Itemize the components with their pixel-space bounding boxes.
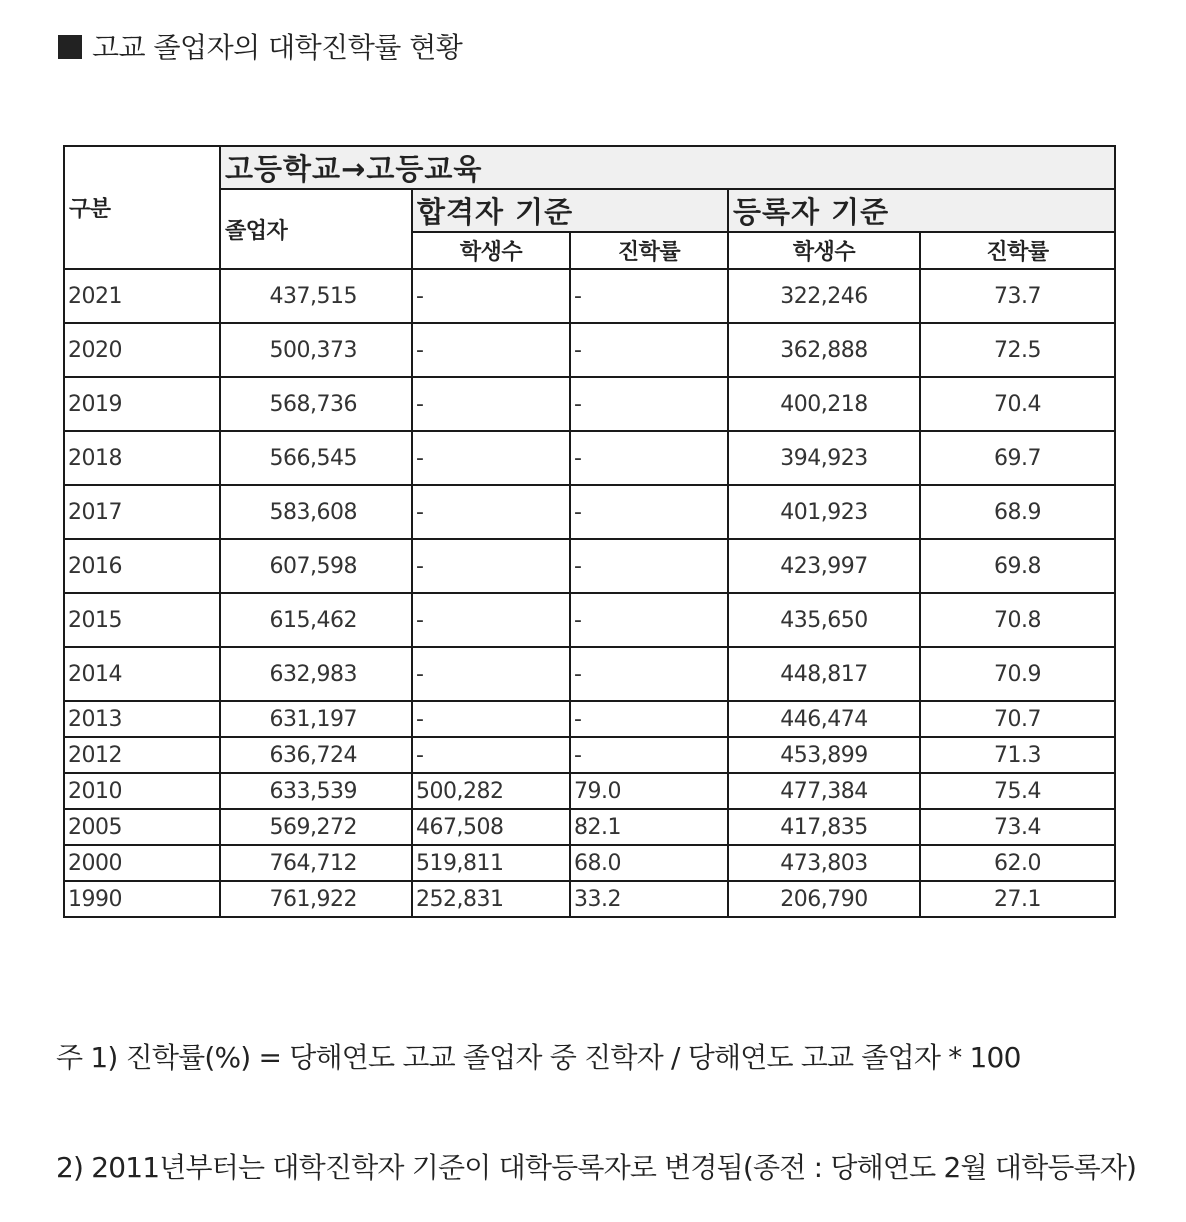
cell-admitted-rate: - <box>570 269 728 323</box>
cell-admitted-rate: - <box>570 377 728 431</box>
cell-graduates: 437,515 <box>220 269 412 323</box>
cell-graduates: 583,608 <box>220 485 412 539</box>
cell-graduates: 615,462 <box>220 593 412 647</box>
cell-registered-rate: 73.4 <box>920 809 1115 845</box>
cell-year: 2010 <box>64 773 220 809</box>
cell-graduates: 569,272 <box>220 809 412 845</box>
cell-graduates: 568,736 <box>220 377 412 431</box>
table-row <box>64 845 1115 881</box>
table-row <box>64 881 1115 917</box>
cell-graduates: 761,922 <box>220 881 412 917</box>
cell-year: 2012 <box>64 737 220 773</box>
cell-year: 2015 <box>64 593 220 647</box>
cell-registered-rate: 70.8 <box>920 593 1115 647</box>
cell-admitted-students: 467,508 <box>412 809 570 845</box>
cell-admitted-rate: 79.0 <box>570 773 728 809</box>
cell-registered-rate: 73.7 <box>920 269 1115 323</box>
cell-year: 2016 <box>64 539 220 593</box>
cell-graduates: 500,373 <box>220 323 412 377</box>
cell-year: 2020 <box>64 323 220 377</box>
cell-graduates: 632,983 <box>220 647 412 701</box>
cell-admitted-students: - <box>412 539 570 593</box>
cell-registered-students: 446,474 <box>728 701 920 737</box>
table-row <box>64 377 1115 431</box>
header-registered-rate: 진학률 <box>920 232 1115 269</box>
cell-year: 2000 <box>64 845 220 881</box>
cell-registered-students: 322,246 <box>728 269 920 323</box>
cell-admitted-rate: - <box>570 647 728 701</box>
cell-graduates: 636,724 <box>220 737 412 773</box>
cell-registered-students: 448,817 <box>728 647 920 701</box>
cell-graduates: 764,712 <box>220 845 412 881</box>
cell-admitted-rate: - <box>570 701 728 737</box>
cell-registered-students: 473,803 <box>728 845 920 881</box>
cell-admitted-students: - <box>412 701 570 737</box>
cell-year: 2017 <box>64 485 220 539</box>
header-top: 고등학교→고등교육 <box>220 146 1115 189</box>
cell-graduates: 633,539 <box>220 773 412 809</box>
table-row <box>64 647 1115 701</box>
table-row <box>64 809 1115 845</box>
cell-year: 2019 <box>64 377 220 431</box>
cell-year: 2014 <box>64 647 220 701</box>
cell-graduates: 566,545 <box>220 431 412 485</box>
cell-registered-rate: 72.5 <box>920 323 1115 377</box>
cell-admitted-rate: - <box>570 431 728 485</box>
cell-registered-rate: 68.9 <box>920 485 1115 539</box>
cell-registered-rate: 27.1 <box>920 881 1115 917</box>
page-title <box>58 28 462 68</box>
cell-year: 2018 <box>64 431 220 485</box>
cell-admitted-students: - <box>412 323 570 377</box>
cell-admitted-rate: 68.0 <box>570 845 728 881</box>
header-admitted-rate: 진학률 <box>570 232 728 269</box>
cell-registered-students: 206,790 <box>728 881 920 917</box>
square-bullet-icon <box>58 35 82 59</box>
table-row <box>64 539 1115 593</box>
cell-admitted-rate: - <box>570 323 728 377</box>
cell-admitted-students: 252,831 <box>412 881 570 917</box>
table-row <box>64 485 1115 539</box>
cell-admitted-students: - <box>412 737 570 773</box>
header-admitted-students: 학생수 <box>412 232 570 269</box>
cell-registered-rate: 62.0 <box>920 845 1115 881</box>
table-row <box>64 773 1115 809</box>
cell-admitted-students: - <box>412 593 570 647</box>
cell-admitted-rate: 82.1 <box>570 809 728 845</box>
table-row <box>64 269 1115 323</box>
table-row <box>64 737 1115 773</box>
cell-year: 2005 <box>64 809 220 845</box>
cell-registered-students: 417,835 <box>728 809 920 845</box>
header-graduates: 졸업자 <box>220 189 412 269</box>
cell-registered-students: 401,923 <box>728 485 920 539</box>
cell-registered-rate: 70.7 <box>920 701 1115 737</box>
cell-graduates: 631,197 <box>220 701 412 737</box>
cell-registered-students: 477,384 <box>728 773 920 809</box>
header-admitted-basis: 합격자 기준 <box>412 189 728 232</box>
header-category: 구분 <box>64 146 220 269</box>
cell-admitted-rate: - <box>570 485 728 539</box>
cell-registered-students: 400,218 <box>728 377 920 431</box>
cell-registered-students: 453,899 <box>728 737 920 773</box>
cell-registered-students: 394,923 <box>728 431 920 485</box>
cell-admitted-rate: 33.2 <box>570 881 728 917</box>
table-row <box>64 431 1115 485</box>
cell-registered-rate: 70.9 <box>920 647 1115 701</box>
cell-admitted-students: - <box>412 647 570 701</box>
cell-admitted-students: 500,282 <box>412 773 570 809</box>
cell-admitted-rate: - <box>570 737 728 773</box>
cell-admitted-students: - <box>412 485 570 539</box>
header-registered-students: 학생수 <box>728 232 920 269</box>
table-row <box>64 323 1115 377</box>
table-row <box>64 701 1115 737</box>
table-row <box>64 593 1115 647</box>
cell-admitted-rate: - <box>570 593 728 647</box>
footnote-1: 주 1) 진학률(%) = 당해연도 고교 졸업자 중 진학자 / 당해연도 고교 졸업자 * 100 <box>56 1041 1021 1074</box>
cell-year: 2013 <box>64 701 220 737</box>
cell-year: 1990 <box>64 881 220 917</box>
header-registered-basis: 등록자 기준 <box>728 189 1115 232</box>
cell-year: 2021 <box>64 269 220 323</box>
cell-registered-students: 362,888 <box>728 323 920 377</box>
footnote-2: 2) 2011년부터는 대학진학자 기준이 대학등록자로 변경됨(종전 : 당해연도 2월 대학등록자) <box>56 1151 1137 1184</box>
cell-admitted-students: - <box>412 269 570 323</box>
cell-registered-rate: 69.8 <box>920 539 1115 593</box>
cell-admitted-rate: - <box>570 539 728 593</box>
cell-admitted-students: - <box>412 431 570 485</box>
cell-admitted-students: - <box>412 377 570 431</box>
cell-registered-rate: 75.4 <box>920 773 1115 809</box>
cell-registered-rate: 71.3 <box>920 737 1115 773</box>
cell-registered-students: 435,650 <box>728 593 920 647</box>
cell-registered-students: 423,997 <box>728 539 920 593</box>
page-title-text: 고교 졸업자의 대학진학률 현황 <box>92 31 463 64</box>
enrollment-table <box>63 145 1116 918</box>
cell-registered-rate: 69.7 <box>920 431 1115 485</box>
cell-admitted-students: 519,811 <box>412 845 570 881</box>
cell-graduates: 607,598 <box>220 539 412 593</box>
cell-registered-rate: 70.4 <box>920 377 1115 431</box>
